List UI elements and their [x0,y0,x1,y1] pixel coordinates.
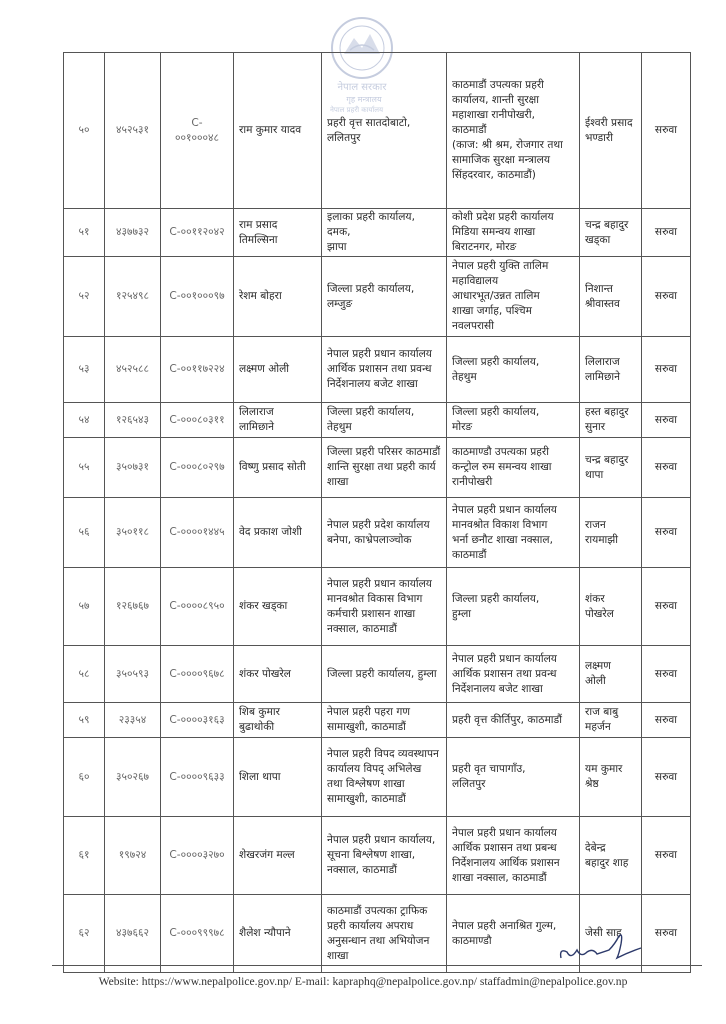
employee-name-cell: शिला थापा [234,738,322,817]
transferred-office-cell: काठमाडौं उपत्यका प्रहरी कार्यालय, शान्ती सुरक्षा महाशाखा रानीपोखरी, काठमाडौं (काज: श्री श्रम, रोजगार तथा सामाजिक सुरक्षा मन्त्रालय सिंहदरवार, काठमाडौं) [447,53,580,209]
transferred-office-cell: प्रहरी वृत्त कीर्तिपुर, काठमाडौं [447,703,580,738]
employee-name-cell: वेद प्रकाश जोशी [234,498,322,568]
transfer-type-cell: सरुवा [642,337,691,403]
code-number-cell: C-००१०००९७ [161,257,234,337]
code-number-cell: C-००००९६७८ [161,646,234,703]
transfer-type-cell: सरुवा [642,257,691,337]
current-office-cell: नेपाल प्रहरी विपद व्यवस्थापन कार्यालय विपद् अभिलेख तथा विश्लेषण शाखा सामाखुशी, काठमाडौं [322,738,447,817]
serial-number-cell: ६१ [64,817,105,895]
serial-number-cell: ५३ [64,337,105,403]
current-office-cell: जिल्ला प्रहरी परिसर काठमाडौं शान्ति सुरक्षा तथा प्रहरी कार्य शाखा [322,438,447,498]
code-number-cell: C-००००३१६३ [161,703,234,738]
transfer-type-cell: सरुवा [642,438,691,498]
code-number-cell: C-०००९९९७८ [161,895,234,973]
serial-number-cell: ६२ [64,895,105,973]
transfer-type-cell: सरुवा [642,738,691,817]
serial-number-cell: ६० [64,738,105,817]
employee-id-cell: ३५०५९३ [105,646,161,703]
code-number-cell: C-०००८०३११ [161,403,234,438]
replacement-name-cell: लिलाराज लामिछाने [580,337,642,403]
current-office-cell: जिल्ला प्रहरी कार्यालय, हुम्ला [322,646,447,703]
current-office-cell: प्रहरी वृत्त सातदोबाटो, ललितपुर [322,53,447,209]
transferred-office-cell: कोशी प्रदेश प्रहरी कार्यालय मिडिया समन्वय शाखा बिराटनगर, मोरङ [447,209,580,257]
transfer-type-cell: सरुवा [642,53,691,209]
employee-name-cell: रेशम बोहरा [234,257,322,337]
employee-name-cell: शंकर पोखरेल [234,646,322,703]
serial-number-cell: ५२ [64,257,105,337]
employee-name-cell: राम प्रसाद तिमल्सिना [234,209,322,257]
table-row [64,703,691,738]
employee-name-cell: शंकर खड्का [234,568,322,646]
employee-id-cell: ४५२५३१ [105,53,161,209]
code-number-cell: C-००००८९५० [161,568,234,646]
replacement-name-cell: यम कुमार श्रेष्ठ [580,738,642,817]
footer-divider [52,965,702,966]
employee-id-cell: १२५४९८ [105,257,161,337]
replacement-name-cell: जेसी साह [580,895,642,973]
seal-text-mid: गृह मन्त्रालय [346,95,382,104]
transferred-office-cell: प्रहरी वृत चापागाँउ, ललितपुर [447,738,580,817]
seal-text-top: नेपाल सरकार [337,82,387,93]
replacement-name-cell: राजन रायमाझी [580,498,642,568]
serial-number-cell: ५१ [64,209,105,257]
transfer-type-cell: सरुवा [642,209,691,257]
code-number-cell: C-००११७२२४ [161,337,234,403]
seal-text-arc: नेपाल प्रहरी कार्यालय [330,106,384,114]
serial-number-cell: ५६ [64,498,105,568]
transferred-office-cell: नेपाल प्रहरी प्रधान कार्यालय मानवश्रोत विकाश विभाग भर्ना छनौट शाखा नक्साल, काठमाडौं [447,498,580,568]
table-row [64,209,691,257]
employee-name-cell: राम कुमार यादव [234,53,322,209]
transfer-type-cell: सरुवा [642,817,691,895]
table-row [64,738,691,817]
employee-name-cell: लक्ष्मण ओली [234,337,322,403]
current-office-cell: काठमाडौं उपत्यका ट्राफिक प्रहरी कार्यालय अपराध अनुसन्धान तथा अभियोजन शाखा [322,895,447,973]
employee-name-cell: लिलाराज लामिछाने [234,403,322,438]
employee-id-cell: ३५०११८ [105,498,161,568]
table-row [64,403,691,438]
transferred-office-cell: नेपाल प्रहरी युक्ति तालिम महाविद्यालय आधारभूत/उन्नत तालिम शाखा जर्गाह, पश्चिम नवलपरासी [447,257,580,337]
replacement-name-cell: चन्द्र बहादुर थापा [580,438,642,498]
employee-id-cell: १९७२४ [105,817,161,895]
transferred-office-cell: जिल्ला प्रहरी कार्यालय, तेहथुम [447,337,580,403]
replacement-name-cell: हस्त बहादुर सुनार [580,403,642,438]
employee-id-cell: ४३७६६२ [105,895,161,973]
transferred-office-cell: नेपाल प्रहरी प्रधान कार्यालय आर्थिक प्रशासन तथा प्रबन्ध निर्देशनालय आर्थिक प्रशासन शाखा नक्साल, काठमाडौं [447,817,580,895]
code-number-cell: C-००००१४४५ [161,498,234,568]
signature [555,930,645,964]
transferred-office-cell: जिल्ला प्रहरी कार्यालय, हुम्ला [447,568,580,646]
table-row [64,438,691,498]
code-number-cell: C-००००३२७० [161,817,234,895]
table-row [64,337,691,403]
replacement-name-cell: ईश्वरी प्रसाद भण्डारी [580,53,642,209]
table-row [64,568,691,646]
code-number-cell: C-०००८०२९७ [161,438,234,498]
employee-id-cell: ३५०७३१ [105,438,161,498]
footer-contact: Website: https://www.nepalpolice.gov.np/ E-mail: kapraphq@nepalpolice.gov.np/ staffadmin@nepalpolice.gov.np [98,975,628,988]
code-number-cell: C-००००९६३३ [161,738,234,817]
transferred-office-cell: नेपाल प्रहरी प्रधान कार्यालय आर्थिक प्रशासन तथा प्रवन्ध निर्देशनालय बजेट शाखा [447,646,580,703]
current-office-cell: नेपाल प्रहरी प्रधान कार्यालय, सूचना बिश्लेषण शाखा, नक्साल, काठमाडौं [322,817,447,895]
employee-name-cell: शैलेश न्यौपाने [234,895,322,973]
transfer-type-cell: सरुवा [642,403,691,438]
replacement-name-cell: चन्द्र बहादुर खड्का [580,209,642,257]
transferred-office-cell: काठमाण्डौ उपत्यका प्रहरी कन्ट्रोल रुम समन्वय शाखा रानीपोखरी [447,438,580,498]
serial-number-cell: ५८ [64,646,105,703]
current-office-cell: इलाका प्रहरी कार्यालय, दमक, झापा [322,209,447,257]
serial-number-cell: ५९ [64,703,105,738]
employee-id-cell: १२६५४३ [105,403,161,438]
transfer-table [63,52,691,973]
serial-number-cell: ५५ [64,438,105,498]
table-row [64,817,691,895]
current-office-cell: नेपाल प्रहरी प्रधान कार्यालय आर्थिक प्रशासन तथा प्रवन्ध निर्देशनालय बजेट शाखा [322,337,447,403]
table-row [64,257,691,337]
employee-id-cell: १२६७६७ [105,568,161,646]
transferred-office-cell: जिल्ला प्रहरी कार्यालय, मोरङ [447,403,580,438]
employee-name-cell: शिब कुमार बुढाथोकी [234,703,322,738]
current-office-cell: नेपाल प्रहरी प्रदेश कार्यालय बनेपा, काभ्रेपलाञ्चोक [322,498,447,568]
replacement-name-cell: देबेन्द्र बहादुर शाह [580,817,642,895]
current-office-cell: जिल्ला प्रहरी कार्यालय, लम्जुङ [322,257,447,337]
employee-id-cell: ४५२५८८ [105,337,161,403]
code-number-cell: C-००११२०४२ [161,209,234,257]
transfer-type-cell: सरुवा [642,646,691,703]
code-number-cell: C- ००१०००४८ [161,53,234,209]
table-row [64,646,691,703]
serial-number-cell: ५० [64,53,105,209]
table-row [64,498,691,568]
transfer-type-cell: सरुवा [642,498,691,568]
employee-id-cell: ४३७७३२ [105,209,161,257]
table-row [64,53,691,209]
employee-id-cell: २३३५४ [105,703,161,738]
serial-number-cell: ५४ [64,403,105,438]
transfer-type-cell: सरुवा [642,568,691,646]
transferred-office-cell: नेपाल प्रहरी अनाश्रित गुल्म, काठमाण्डौ [447,895,580,973]
current-office-cell: नेपाल प्रहरी पहरा गण सामाखुशी, काठमाडौं [322,703,447,738]
serial-number-cell: ५७ [64,568,105,646]
current-office-cell: नेपाल प्रहरी प्रधान कार्यालय मानवश्रोत विकास विभाग कर्मचारी प्रशासन शाखा नक्साल, काठमाडौं [322,568,447,646]
replacement-name-cell: निशान्त श्रीवास्तव [580,257,642,337]
current-office-cell: जिल्ला प्रहरी कार्यालय, तेहथुम [322,403,447,438]
transfer-type-cell: सरुवा [642,703,691,738]
employee-name-cell: शेखरजंग मल्ल [234,817,322,895]
replacement-name-cell: राज बाबु महर्जन [580,703,642,738]
employee-id-cell: ३५०२६७ [105,738,161,817]
transfer-type-cell: सरुवा [642,895,691,973]
employee-name-cell: विष्णु प्रसाद सोती [234,438,322,498]
replacement-name-cell: शंकर पोखरेल [580,568,642,646]
replacement-name-cell: लक्ष्मण ओली [580,646,642,703]
